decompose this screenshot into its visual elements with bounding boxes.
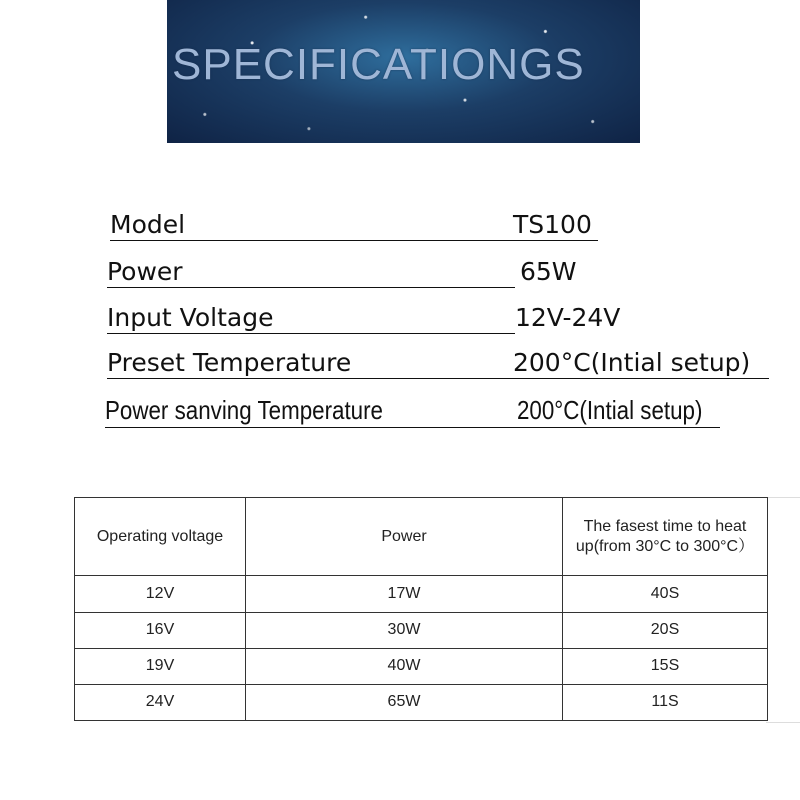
underline <box>110 240 598 241</box>
specifications-banner <box>167 0 640 143</box>
table-cell: 20S <box>563 612 768 648</box>
table-cell: 30W <box>246 612 563 648</box>
column-header: Power <box>246 498 563 576</box>
underline <box>107 287 515 288</box>
table-cell: 19V <box>75 648 246 684</box>
table-cell: 65W <box>246 684 563 720</box>
column-header: Operating voltage <box>75 498 246 576</box>
table-cell: 40S <box>563 576 768 612</box>
spec-value: 200°C(Intial setup) <box>517 395 703 425</box>
table-row <box>75 612 768 648</box>
spec-label: Power sanving Temperature <box>105 395 383 425</box>
underline <box>105 427 720 428</box>
table-row <box>75 684 768 720</box>
underline <box>107 378 769 379</box>
column-header: The fasest time to heat up(from 30°C to 300°C） <box>563 498 768 576</box>
table-header-row <box>75 498 768 576</box>
spec-table <box>74 497 768 721</box>
spec-value: 65W <box>520 257 577 286</box>
table-cell: 12V <box>75 576 246 612</box>
spec-label: Preset Temperature <box>107 348 352 377</box>
table-edge-guide <box>766 497 800 723</box>
banner-title: SPECIFICATIONGS <box>172 40 585 89</box>
table-cell: 24V <box>75 684 246 720</box>
table-cell: 17W <box>246 576 563 612</box>
table-cell: 15S <box>563 648 768 684</box>
table-cell: 16V <box>75 612 246 648</box>
spec-label: Input Voltage <box>107 303 274 332</box>
table-row <box>75 648 768 684</box>
spec-label: Model <box>110 210 186 239</box>
table-row <box>75 576 768 612</box>
spec-value: 12V-24V <box>515 303 621 332</box>
underline <box>107 333 515 334</box>
spec-label: Power <box>107 257 183 286</box>
spec-value: TS100 <box>513 210 592 239</box>
table-cell: 11S <box>563 684 768 720</box>
table-cell: 40W <box>246 648 563 684</box>
spec-value: 200°C(Intial setup) <box>513 348 751 377</box>
